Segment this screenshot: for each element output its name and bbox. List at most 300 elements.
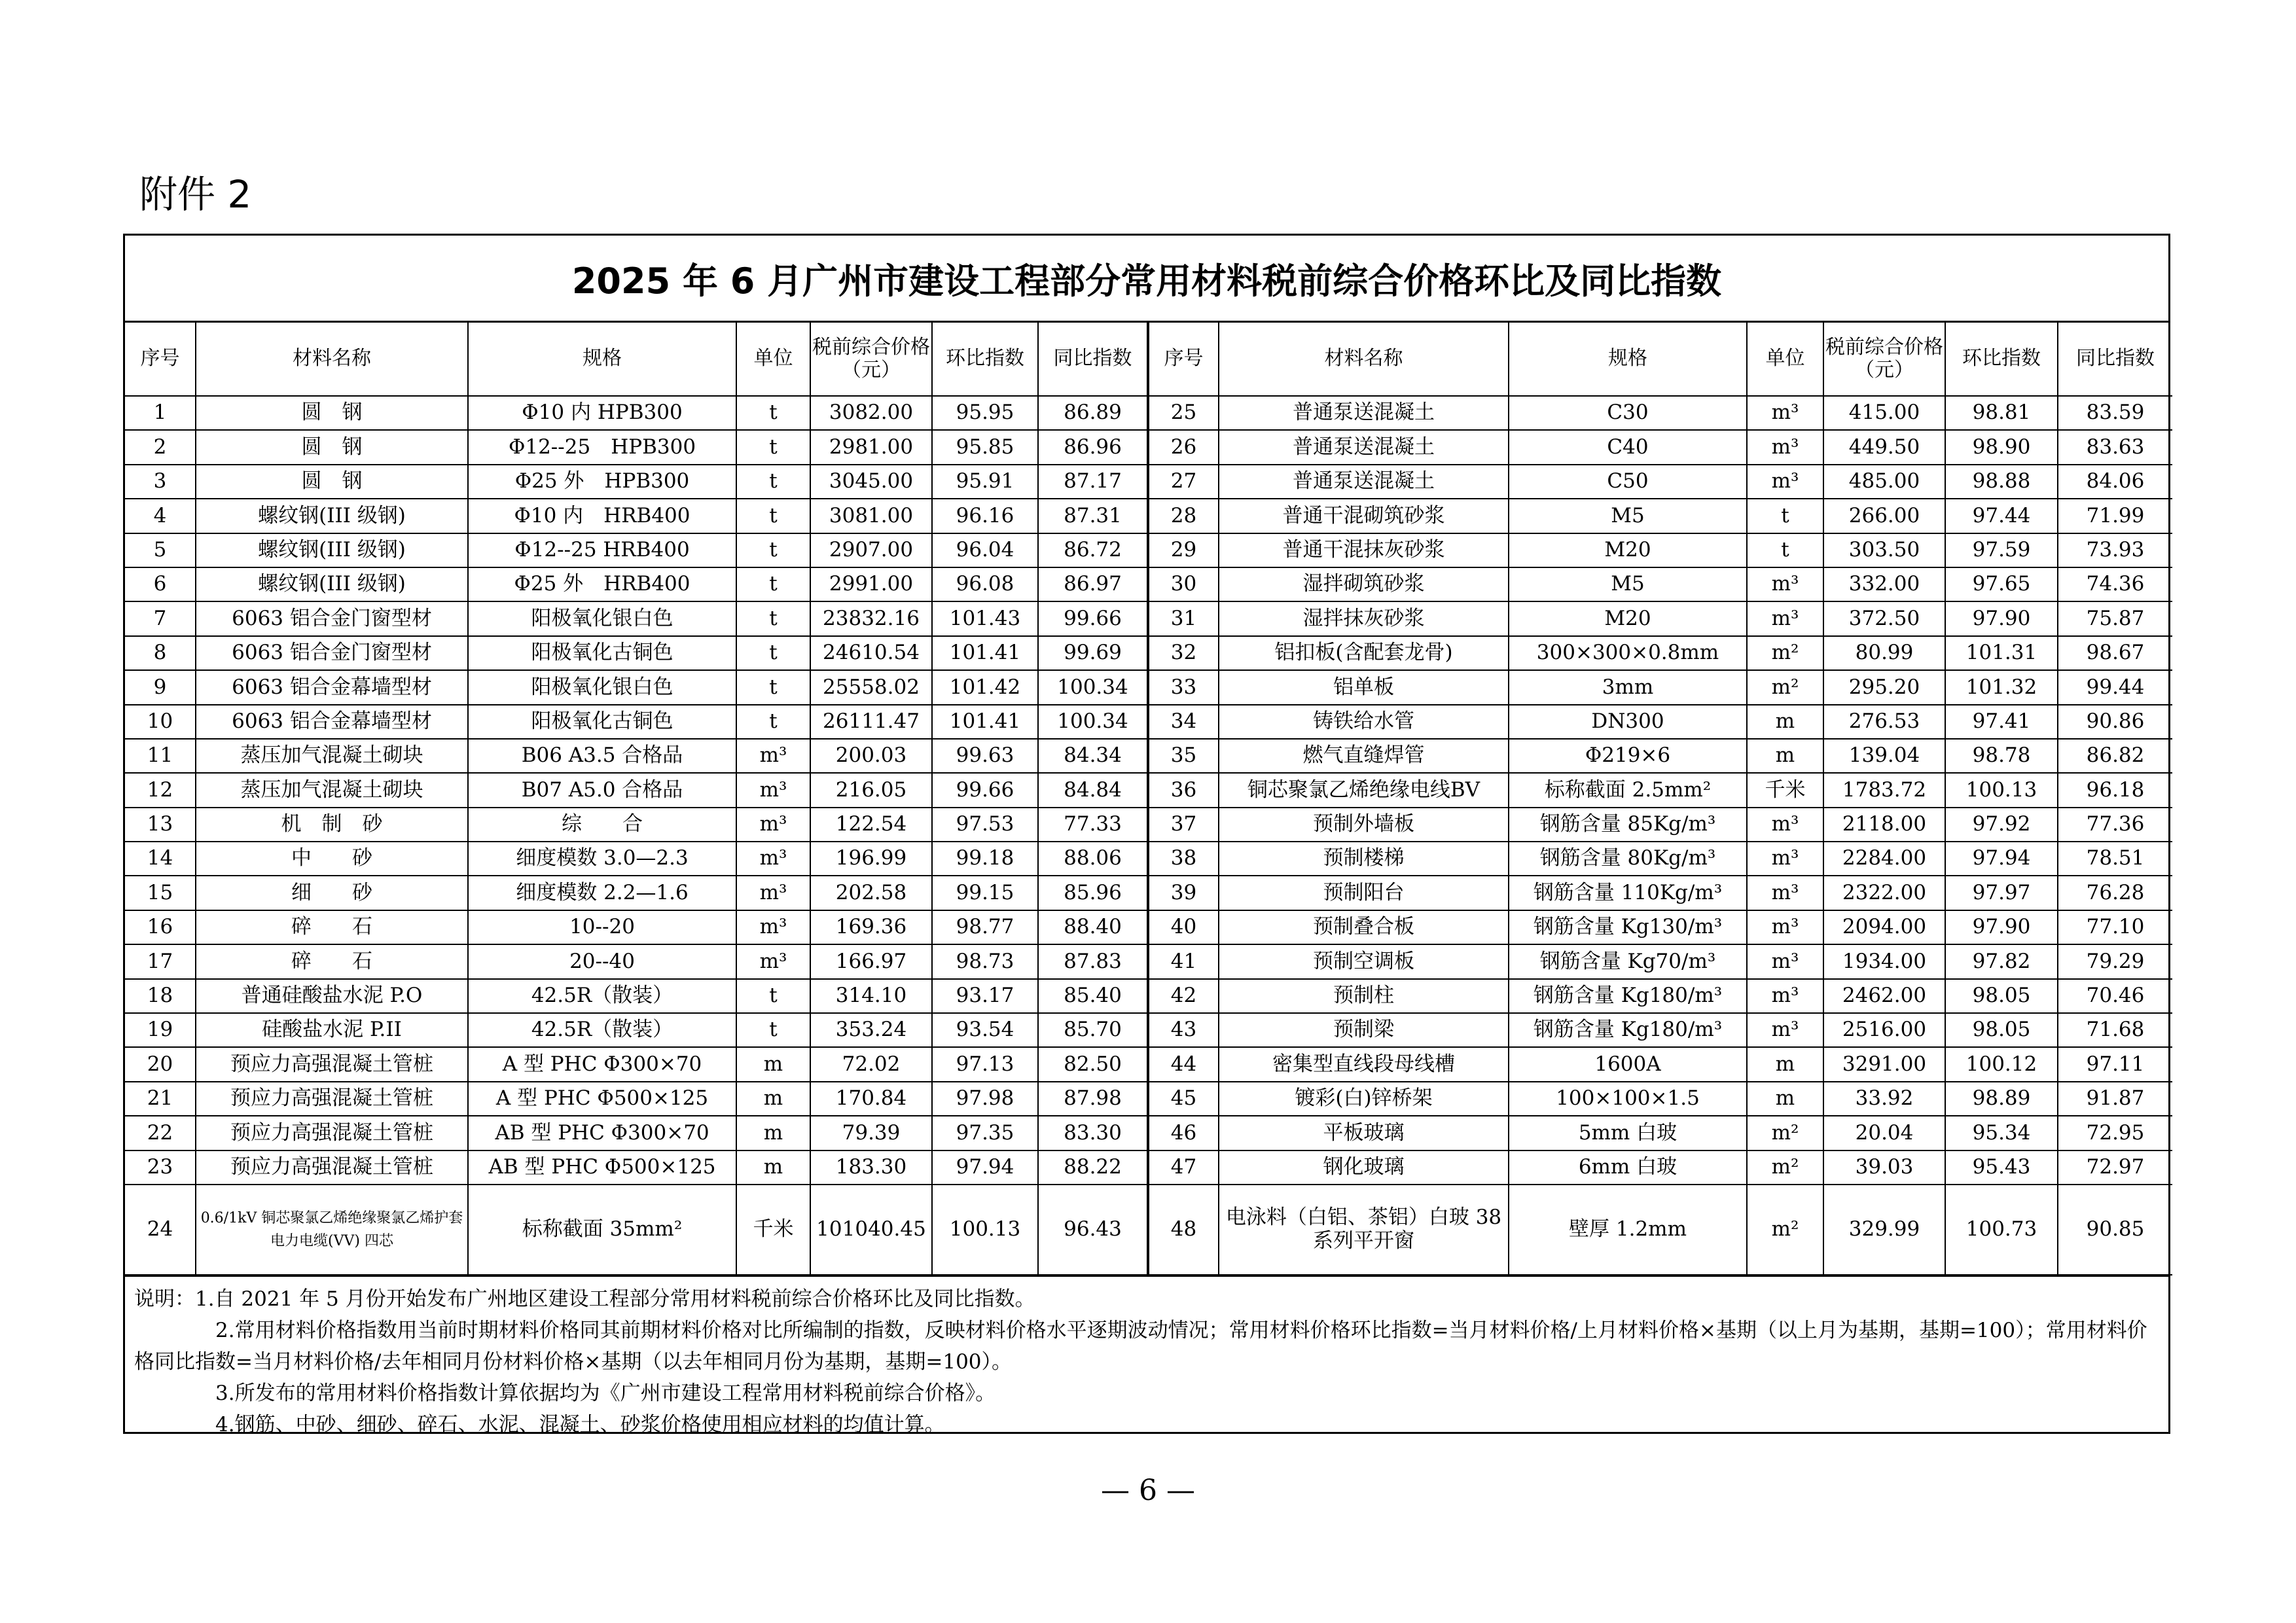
cell-unit: t bbox=[736, 601, 810, 635]
cell-name: 预应力高强混凝土管桩 bbox=[196, 1082, 468, 1116]
cell-yoy: 86.97 bbox=[1038, 567, 1148, 601]
table-row bbox=[125, 808, 2172, 842]
cell-name: 预制叠合板 bbox=[1219, 910, 1509, 944]
cell-name: 湿拌抹灰砂浆 bbox=[1219, 601, 1509, 635]
cell-yoy: 99.69 bbox=[1038, 636, 1148, 670]
cell-no: 19 bbox=[125, 1013, 196, 1047]
cell-price: 200.03 bbox=[810, 739, 932, 773]
cell-name: 螺纹钢(III 级钢) bbox=[196, 533, 468, 567]
cell-unit: m³ bbox=[1747, 910, 1823, 944]
cell-mom: 97.94 bbox=[1945, 842, 2058, 876]
cell-unit: m bbox=[1747, 1082, 1823, 1116]
cell-name: 碎 石 bbox=[196, 944, 468, 978]
cell-price: 20.04 bbox=[1823, 1116, 1945, 1150]
cell-price: 449.50 bbox=[1823, 430, 1945, 464]
cell-name: 预制外墙板 bbox=[1219, 808, 1509, 842]
table-row bbox=[125, 499, 2172, 533]
cell-name: 预应力高强混凝土管桩 bbox=[196, 1047, 468, 1081]
cell-mom: 95.95 bbox=[932, 396, 1038, 430]
note-3: 3.所发布的常用材料价格指数计算依据均为《广州市建设工程常用材料税前综合价格》。 bbox=[215, 1381, 996, 1405]
cell-spec: Φ10 内 HRB400 bbox=[468, 499, 736, 533]
cell-yoy: 96.18 bbox=[2058, 773, 2172, 807]
cell-no: 29 bbox=[1148, 533, 1219, 567]
cell-price: 2094.00 bbox=[1823, 910, 1945, 944]
cell-unit: m bbox=[1747, 739, 1823, 773]
cell-no: 16 bbox=[125, 910, 196, 944]
cell-spec: Φ12--25 HRB400 bbox=[468, 533, 736, 567]
cell-yoy: 84.84 bbox=[1038, 773, 1148, 807]
cell-price: 80.99 bbox=[1823, 636, 1945, 670]
cell-unit: t bbox=[736, 430, 810, 464]
cell-mom: 97.97 bbox=[1945, 876, 2058, 910]
cell-name: 蒸压加气混凝土砌块 bbox=[196, 739, 468, 773]
cell-name: 螺纹钢(III 级钢) bbox=[196, 567, 468, 601]
cell-no: 43 bbox=[1148, 1013, 1219, 1047]
cell-spec: 钢筋含量 Kg130/m³ bbox=[1509, 910, 1747, 944]
table-row bbox=[125, 1013, 2172, 1047]
cell-unit: m³ bbox=[1747, 601, 1823, 635]
cell-mom: 97.98 bbox=[932, 1082, 1038, 1116]
cell-yoy: 85.40 bbox=[1038, 979, 1148, 1013]
cell-name: 预应力高强混凝土管桩 bbox=[196, 1150, 468, 1185]
cell-spec: 钢筋含量 80Kg/m³ bbox=[1509, 842, 1747, 876]
cell-name: 6063 铝合金幕墙型材 bbox=[196, 705, 468, 739]
cell-spec: C50 bbox=[1509, 465, 1747, 499]
cell-spec: 壁厚 1.2mm bbox=[1509, 1185, 1747, 1275]
cell-no: 23 bbox=[125, 1150, 196, 1185]
cell-yoy: 77.36 bbox=[2058, 808, 2172, 842]
cell-spec: 钢筋含量 Kg70/m³ bbox=[1509, 944, 1747, 978]
cell-price: 101040.45 bbox=[810, 1185, 932, 1275]
cell-unit: t bbox=[736, 979, 810, 1013]
note-1: 说明：1.自 2021 年 5 月份开始发布广州地区建设工程部分常用材料税前综合价格环比及同比指数。 bbox=[134, 1287, 1035, 1311]
cell-no: 2 bbox=[125, 430, 196, 464]
cell-name: 6063 铝合金幕墙型材 bbox=[196, 670, 468, 704]
table-row bbox=[125, 876, 2172, 910]
table-row bbox=[125, 636, 2172, 670]
cell-no: 5 bbox=[125, 533, 196, 567]
cell-yoy: 72.95 bbox=[2058, 1116, 2172, 1150]
cell-mom: 95.43 bbox=[1945, 1150, 2058, 1185]
cell-yoy: 77.33 bbox=[1038, 808, 1148, 842]
cell-no: 3 bbox=[125, 465, 196, 499]
table-row bbox=[125, 601, 2172, 635]
cell-no: 33 bbox=[1148, 670, 1219, 704]
cell-name: 预制空调板 bbox=[1219, 944, 1509, 978]
header-no: 序号 bbox=[125, 323, 196, 396]
cell-spec: 3mm bbox=[1509, 670, 1747, 704]
cell-yoy: 79.29 bbox=[2058, 944, 2172, 978]
cell-price: 33.92 bbox=[1823, 1082, 1945, 1116]
cell-yoy: 87.31 bbox=[1038, 499, 1148, 533]
cell-yoy: 100.34 bbox=[1038, 670, 1148, 704]
cell-yoy: 90.86 bbox=[2058, 705, 2172, 739]
table-row bbox=[125, 1047, 2172, 1081]
cell-unit: m³ bbox=[736, 876, 810, 910]
cell-price: 295.20 bbox=[1823, 670, 1945, 704]
cell-mom: 98.81 bbox=[1945, 396, 2058, 430]
cell-unit: m³ bbox=[736, 808, 810, 842]
cell-unit: m³ bbox=[1747, 567, 1823, 601]
cell-no: 15 bbox=[125, 876, 196, 910]
cell-no: 25 bbox=[1148, 396, 1219, 430]
cell-mom: 97.94 bbox=[932, 1150, 1038, 1185]
cell-name: 普通泵送混凝土 bbox=[1219, 396, 1509, 430]
cell-yoy: 78.51 bbox=[2058, 842, 2172, 876]
cell-no: 4 bbox=[125, 499, 196, 533]
cell-spec: 细度模数 2.2—1.6 bbox=[468, 876, 736, 910]
cell-yoy: 83.59 bbox=[2058, 396, 2172, 430]
cell-name: 圆 钢 bbox=[196, 396, 468, 430]
cell-name: 普通干混砌筑砂浆 bbox=[1219, 499, 1509, 533]
sheet-title: 2025 年 6 月广州市建设工程部分常用材料税前综合价格环比及同比指数 bbox=[125, 236, 2168, 323]
cell-spec: 6mm 白玻 bbox=[1509, 1150, 1747, 1185]
cell-price: 3291.00 bbox=[1823, 1047, 1945, 1081]
cell-mom: 100.13 bbox=[932, 1185, 1038, 1275]
cell-yoy: 84.34 bbox=[1038, 739, 1148, 773]
cell-spec: DN300 bbox=[1509, 705, 1747, 739]
cell-spec: Φ12--25 HPB300 bbox=[468, 430, 736, 464]
cell-yoy: 76.28 bbox=[2058, 876, 2172, 910]
cell-mom: 98.05 bbox=[1945, 979, 2058, 1013]
cell-no: 40 bbox=[1148, 910, 1219, 944]
cell-unit: t bbox=[736, 499, 810, 533]
cell-unit: m³ bbox=[1747, 876, 1823, 910]
cell-name: 蒸压加气混凝土砌块 bbox=[196, 773, 468, 807]
cell-unit: m³ bbox=[1747, 944, 1823, 978]
cell-yoy: 91.87 bbox=[2058, 1082, 2172, 1116]
cell-yoy: 100.34 bbox=[1038, 705, 1148, 739]
cell-no: 11 bbox=[125, 739, 196, 773]
cell-price: 170.84 bbox=[810, 1082, 932, 1116]
cell-no: 44 bbox=[1148, 1047, 1219, 1081]
cell-price: 216.05 bbox=[810, 773, 932, 807]
cell-unit: m³ bbox=[1747, 465, 1823, 499]
cell-unit: m³ bbox=[1747, 979, 1823, 1013]
cell-yoy: 86.89 bbox=[1038, 396, 1148, 430]
cell-price: 415.00 bbox=[1823, 396, 1945, 430]
cell-mom: 101.42 bbox=[932, 670, 1038, 704]
cell-spec: A 型 PHC Φ500×125 bbox=[468, 1082, 736, 1116]
table-row bbox=[125, 567, 2172, 601]
cell-yoy: 70.46 bbox=[2058, 979, 2172, 1013]
cell-unit: m bbox=[736, 1047, 810, 1081]
cell-yoy: 86.82 bbox=[2058, 739, 2172, 773]
cell-no: 9 bbox=[125, 670, 196, 704]
cell-yoy: 83.63 bbox=[2058, 430, 2172, 464]
cell-spec: 阳极氧化古铜色 bbox=[468, 636, 736, 670]
cell-spec: Φ25 外 HPB300 bbox=[468, 465, 736, 499]
cell-yoy: 90.85 bbox=[2058, 1185, 2172, 1275]
cell-yoy: 99.44 bbox=[2058, 670, 2172, 704]
cell-price: 314.10 bbox=[810, 979, 932, 1013]
cell-mom: 98.89 bbox=[1945, 1082, 2058, 1116]
cell-mom: 97.92 bbox=[1945, 808, 2058, 842]
table-row bbox=[125, 396, 2172, 430]
cell-yoy: 74.36 bbox=[2058, 567, 2172, 601]
cell-mom: 99.18 bbox=[932, 842, 1038, 876]
cell-spec: A 型 PHC Φ300×70 bbox=[468, 1047, 736, 1081]
cell-price: 169.36 bbox=[810, 910, 932, 944]
cell-name: 6063 铝合金门窗型材 bbox=[196, 636, 468, 670]
cell-unit: m² bbox=[1747, 670, 1823, 704]
cell-spec: M20 bbox=[1509, 601, 1747, 635]
cell-name: 铜芯聚氯乙烯绝缘电线BV bbox=[1219, 773, 1509, 807]
cell-no: 28 bbox=[1148, 499, 1219, 533]
cell-spec: 标称截面 35mm² bbox=[468, 1185, 736, 1275]
header-name: 材料名称 bbox=[196, 323, 468, 396]
cell-name: 镀彩(白)锌桥架 bbox=[1219, 1082, 1509, 1116]
cell-spec: 阳极氧化银白色 bbox=[468, 601, 736, 635]
cell-unit: m³ bbox=[736, 842, 810, 876]
cell-price: 332.00 bbox=[1823, 567, 1945, 601]
cell-yoy: 77.10 bbox=[2058, 910, 2172, 944]
cell-yoy: 88.06 bbox=[1038, 842, 1148, 876]
header-mom: 环比指数 bbox=[932, 323, 1038, 396]
header-unit: 单位 bbox=[736, 323, 810, 396]
cell-price: 72.02 bbox=[810, 1047, 932, 1081]
cell-spec: 钢筋含量 110Kg/m³ bbox=[1509, 876, 1747, 910]
table-row bbox=[125, 705, 2172, 739]
cell-unit: m³ bbox=[1747, 808, 1823, 842]
cell-name: 螺纹钢(III 级钢) bbox=[196, 499, 468, 533]
cell-yoy: 86.96 bbox=[1038, 430, 1148, 464]
cell-yoy: 87.83 bbox=[1038, 944, 1148, 978]
cell-no: 47 bbox=[1148, 1150, 1219, 1185]
cell-spec: 42.5R（散装） bbox=[468, 979, 736, 1013]
table-row bbox=[125, 1185, 2172, 1275]
cell-spec: 综 合 bbox=[468, 808, 736, 842]
table-row bbox=[125, 533, 2172, 567]
cell-unit: t bbox=[1747, 533, 1823, 567]
cell-unit: 千米 bbox=[1747, 773, 1823, 807]
cell-name: 普通泵送混凝土 bbox=[1219, 430, 1509, 464]
cell-mom: 98.77 bbox=[932, 910, 1038, 944]
cell-mom: 96.16 bbox=[932, 499, 1038, 533]
cell-unit: t bbox=[736, 567, 810, 601]
cell-unit: t bbox=[736, 705, 810, 739]
cell-mom: 98.88 bbox=[1945, 465, 2058, 499]
table-row bbox=[125, 979, 2172, 1013]
cell-no: 22 bbox=[125, 1116, 196, 1150]
table-row bbox=[125, 430, 2172, 464]
price-index-sheet bbox=[123, 234, 2170, 1434]
cell-spec: Φ219×6 bbox=[1509, 739, 1747, 773]
cell-name: 普通干混抹灰砂浆 bbox=[1219, 533, 1509, 567]
cell-mom: 99.63 bbox=[932, 739, 1038, 773]
cell-yoy: 71.99 bbox=[2058, 499, 2172, 533]
cell-unit: m² bbox=[1747, 636, 1823, 670]
cell-mom: 97.44 bbox=[1945, 499, 2058, 533]
cell-price: 3045.00 bbox=[810, 465, 932, 499]
cell-name: 圆 钢 bbox=[196, 465, 468, 499]
cell-spec: 细度模数 3.0—2.3 bbox=[468, 842, 736, 876]
cell-no: 34 bbox=[1148, 705, 1219, 739]
cell-no: 21 bbox=[125, 1082, 196, 1116]
cell-yoy: 96.43 bbox=[1038, 1185, 1148, 1275]
cell-name: 普通泵送混凝土 bbox=[1219, 465, 1509, 499]
cell-unit: m³ bbox=[1747, 842, 1823, 876]
cell-no: 32 bbox=[1148, 636, 1219, 670]
header-no: 序号 bbox=[1148, 323, 1219, 396]
cell-price: 1934.00 bbox=[1823, 944, 1945, 978]
cell-yoy: 84.06 bbox=[2058, 465, 2172, 499]
cell-yoy: 97.11 bbox=[2058, 1047, 2172, 1081]
cell-spec: C30 bbox=[1509, 396, 1747, 430]
cell-price: 26111.47 bbox=[810, 705, 932, 739]
cell-price: 79.39 bbox=[810, 1116, 932, 1150]
cell-name: 平板玻璃 bbox=[1219, 1116, 1509, 1150]
cell-name: 铸铁给水管 bbox=[1219, 705, 1509, 739]
attachment-label: 附件 2 bbox=[139, 172, 252, 217]
cell-price: 202.58 bbox=[810, 876, 932, 910]
cell-yoy: 85.70 bbox=[1038, 1013, 1148, 1047]
cell-name: 铝扣板(含配套龙骨) bbox=[1219, 636, 1509, 670]
cell-price: 2322.00 bbox=[1823, 876, 1945, 910]
cell-mom: 97.41 bbox=[1945, 705, 2058, 739]
cell-name: 圆 钢 bbox=[196, 430, 468, 464]
cell-mom: 101.41 bbox=[932, 705, 1038, 739]
cell-mom: 97.90 bbox=[1945, 601, 2058, 635]
cell-unit: m³ bbox=[1747, 430, 1823, 464]
cell-price: 266.00 bbox=[1823, 499, 1945, 533]
cell-unit: m³ bbox=[1747, 1013, 1823, 1047]
cell-unit: m² bbox=[1747, 1185, 1823, 1275]
cell-no: 26 bbox=[1148, 430, 1219, 464]
cell-mom: 98.73 bbox=[932, 944, 1038, 978]
cell-unit: m² bbox=[1747, 1116, 1823, 1150]
cell-spec: C40 bbox=[1509, 430, 1747, 464]
cell-yoy: 75.87 bbox=[2058, 601, 2172, 635]
cell-price: 2118.00 bbox=[1823, 808, 1945, 842]
cell-no: 45 bbox=[1148, 1082, 1219, 1116]
cell-mom: 101.32 bbox=[1945, 670, 2058, 704]
cell-name: 钢化玻璃 bbox=[1219, 1150, 1509, 1185]
cell-spec: 42.5R（散装） bbox=[468, 1013, 736, 1047]
cell-yoy: 88.40 bbox=[1038, 910, 1148, 944]
cell-no: 41 bbox=[1148, 944, 1219, 978]
cell-name: 预应力高强混凝土管桩 bbox=[196, 1116, 468, 1150]
table-row bbox=[125, 670, 2172, 704]
cell-unit: m³ bbox=[736, 773, 810, 807]
cell-spec: 阳极氧化古铜色 bbox=[468, 705, 736, 739]
notes-section bbox=[125, 1275, 2168, 1440]
cell-mom: 97.13 bbox=[932, 1047, 1038, 1081]
cell-mom: 100.73 bbox=[1945, 1185, 2058, 1275]
cell-spec: AB 型 PHC Φ500×125 bbox=[468, 1150, 736, 1185]
table-row bbox=[125, 465, 2172, 499]
cell-unit: m bbox=[1747, 705, 1823, 739]
cell-mom: 99.15 bbox=[932, 876, 1038, 910]
note-2: 2.常用材料价格指数用当前时期材料价格同其前期材料价格对比所编制的指数，反映材料价格水平逐期波动情况；常用材料价格环比指数=当月材料价格/上月材料价格×基期（以上月为基期，基期=100）；常用材料价格同比指数=当月材料价格/去年相同月份材料价格×基期（以去年相同月份为基期，基期=100）。 bbox=[134, 1318, 2147, 1374]
cell-no: 6 bbox=[125, 567, 196, 601]
cell-spec: Φ25 外 HRB400 bbox=[468, 567, 736, 601]
cell-name: 0.6/1kV 铜芯聚氯乙烯绝缘聚氯乙烯护套电力电缆(VV) 四芯 bbox=[196, 1185, 468, 1275]
cell-spec: 钢筋含量 85Kg/m³ bbox=[1509, 808, 1747, 842]
header-spec: 规格 bbox=[1509, 323, 1747, 396]
cell-mom: 98.05 bbox=[1945, 1013, 2058, 1047]
cell-mom: 101.41 bbox=[932, 636, 1038, 670]
cell-mom: 95.85 bbox=[932, 430, 1038, 464]
cell-unit: m³ bbox=[736, 739, 810, 773]
cell-name: 预制楼梯 bbox=[1219, 842, 1509, 876]
cell-mom: 96.08 bbox=[932, 567, 1038, 601]
cell-yoy: 87.17 bbox=[1038, 465, 1148, 499]
cell-spec: 20--40 bbox=[468, 944, 736, 978]
cell-unit: m³ bbox=[1747, 396, 1823, 430]
cell-unit: t bbox=[736, 1013, 810, 1047]
cell-unit: m² bbox=[1747, 1150, 1823, 1185]
cell-mom: 96.04 bbox=[932, 533, 1038, 567]
cell-mom: 95.91 bbox=[932, 465, 1038, 499]
cell-unit: m³ bbox=[736, 944, 810, 978]
cell-no: 35 bbox=[1148, 739, 1219, 773]
cell-no: 31 bbox=[1148, 601, 1219, 635]
cell-name: 6063 铝合金门窗型材 bbox=[196, 601, 468, 635]
cell-price: 24610.54 bbox=[810, 636, 932, 670]
cell-spec: M5 bbox=[1509, 567, 1747, 601]
cell-price: 485.00 bbox=[1823, 465, 1945, 499]
cell-yoy: 86.72 bbox=[1038, 533, 1148, 567]
cell-price: 2462.00 bbox=[1823, 979, 1945, 1013]
table-row bbox=[125, 944, 2172, 978]
cell-price: 39.03 bbox=[1823, 1150, 1945, 1185]
cell-name: 机 制 砂 bbox=[196, 808, 468, 842]
cell-yoy: 87.98 bbox=[1038, 1082, 1148, 1116]
cell-no: 17 bbox=[125, 944, 196, 978]
cell-no: 48 bbox=[1148, 1185, 1219, 1275]
cell-unit: t bbox=[736, 670, 810, 704]
cell-mom: 93.54 bbox=[932, 1013, 1038, 1047]
cell-unit: m bbox=[1747, 1047, 1823, 1081]
cell-spec: 5mm 白玻 bbox=[1509, 1116, 1747, 1150]
cell-yoy: 83.30 bbox=[1038, 1116, 1148, 1150]
cell-yoy: 88.22 bbox=[1038, 1150, 1148, 1185]
cell-price: 23832.16 bbox=[810, 601, 932, 635]
cell-name: 铝单板 bbox=[1219, 670, 1509, 704]
cell-name: 预制阳台 bbox=[1219, 876, 1509, 910]
cell-price: 2516.00 bbox=[1823, 1013, 1945, 1047]
cell-yoy: 82.50 bbox=[1038, 1047, 1148, 1081]
cell-unit: t bbox=[1747, 499, 1823, 533]
cell-mom: 100.13 bbox=[1945, 773, 2058, 807]
cell-yoy: 71.68 bbox=[2058, 1013, 2172, 1047]
cell-yoy: 98.67 bbox=[2058, 636, 2172, 670]
cell-no: 24 bbox=[125, 1185, 196, 1275]
cell-unit: t bbox=[736, 396, 810, 430]
cell-no: 20 bbox=[125, 1047, 196, 1081]
cell-unit: m³ bbox=[736, 910, 810, 944]
cell-price: 276.53 bbox=[1823, 705, 1945, 739]
cell-unit: 千米 bbox=[736, 1185, 810, 1275]
cell-yoy: 99.66 bbox=[1038, 601, 1148, 635]
cell-price: 1783.72 bbox=[1823, 773, 1945, 807]
cell-no: 39 bbox=[1148, 876, 1219, 910]
cell-mom: 101.31 bbox=[1945, 636, 2058, 670]
cell-unit: m bbox=[736, 1116, 810, 1150]
cell-mom: 97.90 bbox=[1945, 910, 2058, 944]
cell-no: 1 bbox=[125, 396, 196, 430]
cell-name: 燃气直缝焊管 bbox=[1219, 739, 1509, 773]
cell-no: 13 bbox=[125, 808, 196, 842]
header-spec: 规格 bbox=[468, 323, 736, 396]
header-yoy: 同比指数 bbox=[2058, 323, 2172, 396]
cell-no: 18 bbox=[125, 979, 196, 1013]
cell-unit: t bbox=[736, 533, 810, 567]
cell-mom: 97.53 bbox=[932, 808, 1038, 842]
cell-yoy: 72.97 bbox=[2058, 1150, 2172, 1185]
cell-no: 42 bbox=[1148, 979, 1219, 1013]
